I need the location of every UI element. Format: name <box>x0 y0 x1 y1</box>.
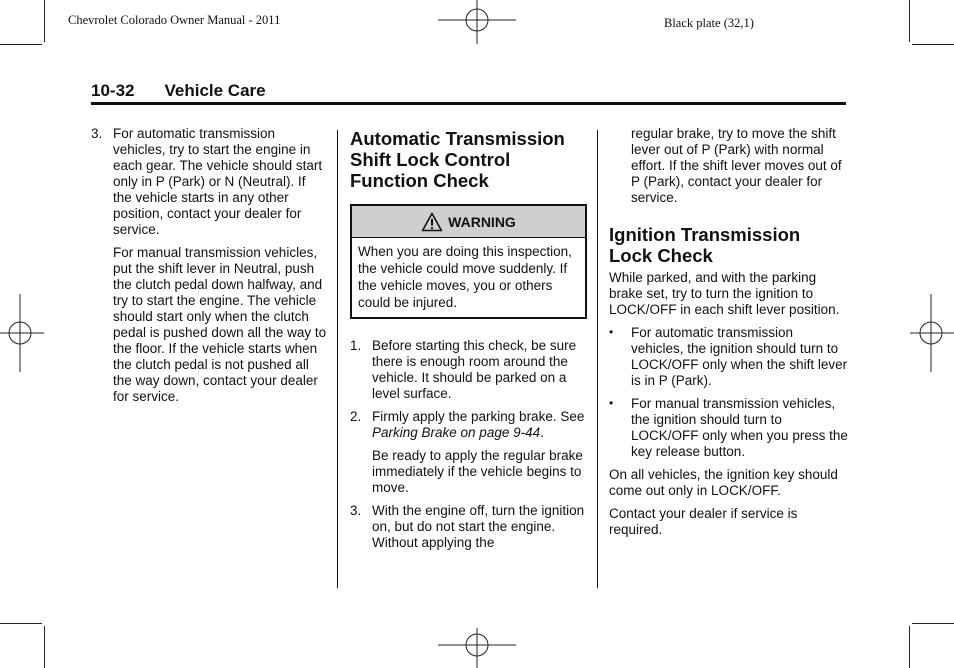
bullet-glyph: • <box>609 325 614 339</box>
warning-label: WARNING <box>448 213 516 230</box>
body-text: Contact your dealer if service is required. <box>609 506 798 537</box>
section-heading: Ignition Transmission Lock Check <box>609 224 801 266</box>
numbered-list <box>350 338 587 551</box>
column-1 <box>91 126 327 405</box>
crosshair-registration-icon <box>910 294 954 372</box>
section-title: Vehicle Care <box>164 81 266 100</box>
list-text: For automatic transmission vehicles, try to start the engine in each gear. The vehicle should start only in P (Park) or N (Neutral). If the vehicle starts in any other position, contact your dealer for service. <box>113 126 323 237</box>
crop-mark <box>912 44 954 45</box>
list-text-part: . <box>540 425 544 440</box>
list-number: 2. <box>350 409 362 424</box>
crosshair-registration-icon <box>0 294 44 372</box>
section-heading: Automatic Transmission Shift Lock Control Function Check <box>350 128 565 191</box>
list-text: Before starting this check, be sure there is enough room around the vehicle. It should be parked on a level surface. <box>372 338 577 401</box>
bullet-item <box>609 396 849 460</box>
list-number: 3. <box>350 503 362 518</box>
crop-mark <box>909 0 910 42</box>
manual-title: Chevrolet Colorado Owner Manual - 2011 <box>68 13 281 27</box>
list-text: Be ready to apply the regular brake immediately if the vehicle begins to move. <box>372 448 583 495</box>
list-text-part: Firmly apply the parking brake. See <box>372 409 585 424</box>
crosshair-registration-icon <box>438 0 516 48</box>
crop-mark <box>0 623 42 624</box>
header-rule <box>91 102 846 105</box>
list-item <box>350 338 587 402</box>
list-text: For manual transmission vehicles, put the shift lever in Neutral, push the clutch pedal down halfway, and try to start the engine. The vehicle should start only when the clutch pedal is pushed down all the way to the floor. If the vehicle starts when the clutch pedal is not pushed all the way down, contact your dealer for service. <box>113 245 327 404</box>
list-text <box>372 409 587 441</box>
crop-mark <box>909 626 910 668</box>
warning-box <box>350 204 587 319</box>
list-number: 1. <box>350 338 362 353</box>
bullet-glyph: • <box>609 396 614 410</box>
list-text: With the engine off, turn the ignition on, but do not start the engine. Without applying the <box>372 503 585 550</box>
continued-text: regular brake, try to move the shift lever out of P (Park) with normal effort. If the shift lever moves out of P (Park), contact your dealer for service. <box>631 126 842 205</box>
warning-header <box>352 206 585 238</box>
body-text: On all vehicles, the ignition key should come out only in LOCK/OFF. <box>609 467 838 498</box>
warning-text: When you are doing this inspection, the vehicle could move suddenly. If the vehicle moves, you or others could be injured. <box>358 244 572 310</box>
crop-mark <box>44 0 45 42</box>
cross-reference-link[interactable]: Parking Brake on page 9-44 <box>372 425 541 440</box>
list-item <box>350 409 587 496</box>
list-number: 3. <box>91 126 103 141</box>
column-3 <box>609 126 849 538</box>
crosshair-registration-icon <box>438 624 516 668</box>
crop-mark <box>44 626 45 668</box>
crop-mark <box>912 623 954 624</box>
list-item <box>350 503 587 551</box>
list-item <box>91 126 327 405</box>
section-header <box>91 81 266 101</box>
column-divider <box>597 130 598 588</box>
bullet-text: For automatic transmission vehicles, the ignition should turn to LOCK/OFF only when the shift lever is in P (Park). <box>631 325 848 388</box>
warning-triangle-icon <box>421 212 443 232</box>
page-number: 10-32 <box>91 81 135 100</box>
crop-mark <box>0 44 42 45</box>
bullet-text: For manual transmission vehicles, the ignition should turn to LOCK/OFF only when you press the key release button. <box>631 396 848 459</box>
bullet-item <box>609 325 849 389</box>
column-2 <box>350 128 587 551</box>
intro-text: While parked, and with the parking brake set, try to turn the ignition to LOCK/OFF in each shift lever position. <box>609 270 840 317</box>
column-divider <box>337 130 338 588</box>
plate-label: Black plate (32,1) <box>664 16 754 30</box>
